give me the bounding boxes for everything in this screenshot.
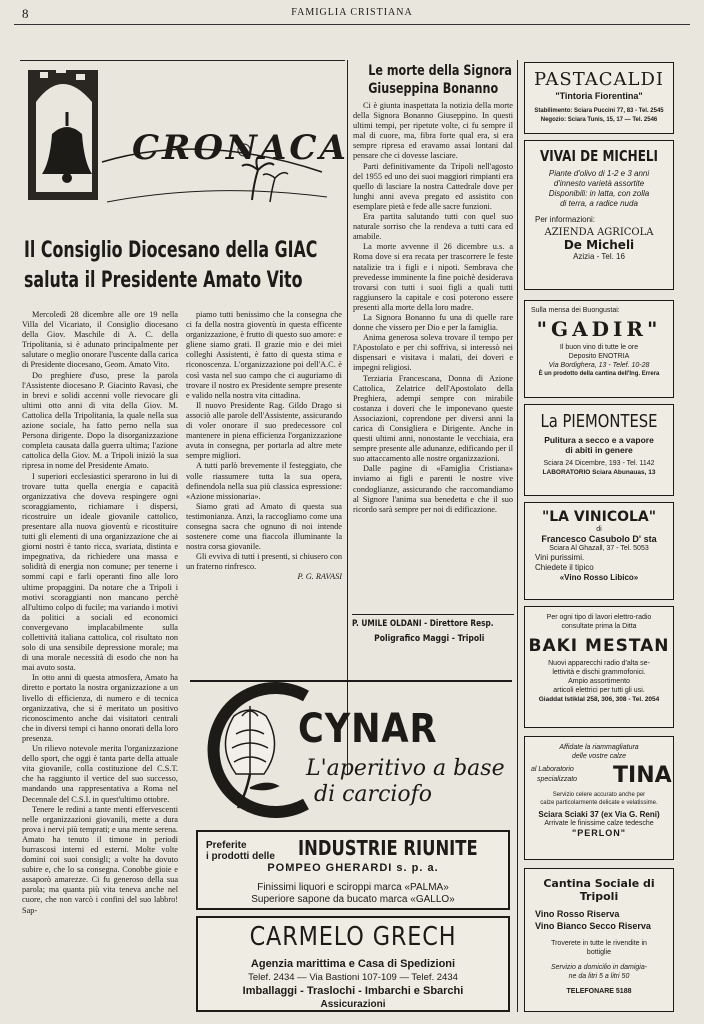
article1-col1 — [22, 310, 178, 1018]
cantina-line-1: Vino Rosso Riserva — [535, 909, 620, 919]
gadir-line-2: Il buon vino di tutte le ore — [559, 344, 639, 351]
pastacaldi-line-2: Negozio: Sciara Tunis, 15, 17 — Tel. 2546 — [540, 117, 658, 123]
tina-line-4: specializzato — [537, 776, 578, 783]
la-vinicola-ad — [524, 502, 674, 600]
gadir-name: "GADIR" — [536, 317, 662, 341]
cantina-line-4: bottiglie — [586, 949, 612, 956]
baki-line-7: Giaddat Istiklal 258, 306, 308 - Tel. 2054 — [538, 696, 660, 703]
vivai-de-micheli-ad — [524, 140, 674, 290]
industrie-name: INDUSTRIE RIUNITE — [298, 836, 478, 860]
industrie-pre-2: i prodotti delle — [206, 851, 275, 862]
industrie-pre-1: Preferite — [206, 840, 247, 851]
baki-mestan-ad — [524, 606, 674, 728]
article1-paragraph: Tenere le redini a tante menti effervescenti nelle organizzazioni giovanili, mette a dura prova i nervi più temprati; e una mente serena. Amato ha tenuto il timone in periodi burrascosi interni ed esterni. Molte volte domini coi suoi consigli; a volte ha dovuto subire e, che lo sa consegna. Conobbe gioie e assaporò amarezze. Ci fu generoso della sua parola; ma quanta più vita teneva anche nel cuore, che non varcò i confini del suo labbro! Sap- — [22, 804, 178, 915]
article1-paragraph: A tutti parlò brevemente il festeggiato, che volle riassumere tutta la sua opera, definendola nella sua più classica espressione: «Azione missionaria». — [186, 461, 342, 501]
article2-paragraph: Dalle pagine di «Famiglia Cristiana» inviamo ai figli e parenti le nostre vive condoglianze, assicurando che raccomandiamo al Signore l'anima sua benedetta e che il suo ricordo sarà sempre per noi di edificazione. — [353, 464, 513, 514]
tina-line-8: Arrivate le finissime calze tedesche — [544, 820, 654, 827]
printer-line: Poligrafico Maggi - Tripoli — [374, 634, 485, 644]
la-piemontese-ad — [524, 404, 674, 496]
grech-line-1: Agenzia marittima e Casa di Spedizioni — [250, 958, 456, 970]
article1-paragraph: Do preghiere d'uso, prese la parola l'Assistente diocesano P. Giacinto Ravasi, che in brevi e solidi accenni volle rievocare gli ultimi otto anni di vita della Giov. M. Cattolica della Tripolitania, la quale nella sua azione sociale, ha fatto perno nella sua Persona dirigente. Dopo la disorganizzazione completa causata dalla guerra ultima; l'azione cattolica della Giov. M. a Tripoli iniziò la sua ripresa in nome del Presidente Amato. — [22, 370, 178, 471]
magazine-title: FAMIGLIA CRISTIANA — [291, 7, 413, 18]
article1-paragraph: Un rilievo notevole merita l'organizzazione dello sport, che oggi è tanta parte della attuale vita giovanile, colla costituzione del C.S.T. che ha raggiunto il vertice del suo successo, mandando una rappresentativa a Roma nel Decennale del C.S.I. in quest'ultimo ottobre. — [22, 744, 178, 804]
tina-line-1: Affidate la riammagliatura — [559, 744, 639, 751]
grech-line-3: Imballaggi - Traslochi - Imbarchi e Sbarchi — [242, 985, 464, 997]
article2-paragraph: La Signora Bonanno fu una di quelle rare donne che vissero per Dio e per la famiglia. — [353, 312, 513, 333]
article2-paragraph: Terziaria Francescana, Donna di Azione Cattolica, Zelatrice dell'Apostolato della Preghiera, adempì sempre con mirabile costanza i doveri che le imponevano queste Associazioni, coprendone per diversi anni la carica di Consigliera e Dirigente. Anche in questi ultimi anni, nonostante le vecchiaia, era sempre presente alle adunanze, edificando per il suo attaccamento alle nostre organizzazioni. — [353, 373, 513, 464]
article1-paragraph: Mercoledì 28 dicembre alle ore 19 nella Villa del Vicariato, il Consiglio diocesano della Giov. Maschile di A. C. della Tripolitania, si è adunato principalmente per salutare o meglio onorare l'uscente dalla carica di Presidente diocesano, Geom. Amato Vito. — [22, 310, 178, 370]
industrie-line-2: Superiore sapone da bucato marca «GALLO» — [251, 894, 455, 905]
piemontese-line-4: LABORATORIO Sciara Abunauas, 13 — [542, 469, 656, 476]
tina-line-3: al Laboratorio — [531, 766, 574, 773]
industrie-company: POMPEO GHERARDI s. p. a. — [267, 862, 439, 874]
vivai-line-5: Per informazioni: — [535, 215, 596, 224]
grech-line-4: Assicurazioni — [320, 999, 386, 1010]
cynar-slogan-2: di carciofo — [314, 782, 433, 807]
cantina-line-5: Servizio a domicilio in damigia- — [550, 964, 648, 971]
headline-line1: Il Consiglio Diocesano della GIAC — [24, 238, 318, 263]
tina-name: TINA — [613, 763, 672, 788]
piemontese-line-2: di abiti in genere — [565, 445, 633, 455]
article2-title-line2: Giuseppina Bonanno — [368, 81, 499, 97]
vivai-line-4: di terra, a radice nuda — [560, 199, 638, 208]
cantina-sociale-ad — [524, 868, 674, 1012]
column-divider-right — [517, 60, 518, 1012]
baki-line-3: Nuovi apparecchi radio d'alta se- — [548, 660, 650, 667]
vivai-name: VIVAI DE MICHELI — [539, 147, 659, 165]
page-header — [14, 6, 690, 25]
article2-footer-rule — [352, 614, 514, 615]
cantina-line-6: ne da litri 5 a litri 50 — [568, 973, 630, 980]
industrie-line-1: Finissimi liquori e sciroppi marca «PALMA» — [257, 882, 449, 893]
carmelo-grech-ad — [196, 916, 510, 1012]
baki-line-1: Per ogni tipo di lavori elettro-radio — [546, 614, 652, 621]
gadir-line-3: Deposito ENOTRIA — [568, 353, 630, 360]
vinicola-line-1: di — [596, 526, 602, 533]
article2-paragraph: Anima generosa soleva trovare il tempo per l'Apostolato e per chi soffriva, si interessò nei dispensari e visitava i malati, dei doveri e impegni religiosi. — [353, 333, 513, 373]
main-headline — [24, 236, 342, 296]
cantina-name: Cantina Sociale di Tripoli — [543, 877, 655, 903]
gadir-line-4: Via Bordighera, 13 - Telef. 10-28 — [548, 362, 650, 369]
article1-paragraph: Siamo grati ad Amato di questa sua testimonianza. Anzi, la raccogliamo come una consegna sacra che ognuno di noi intende sostenere come una fiaccola illuminante la nostra corsa giovanile. — [186, 501, 342, 552]
article1-paragraph: In otto anni di questa atmosfera, Amato ha diretto e portato la nostra organizzazione a un livello di efficienza, di numero e di tecnica organizzativa, che si è meritato un positivo riconoscimento anche dai visitatori centrali che in diversi tempi ci hanno onorati della loro presenza. — [22, 673, 178, 743]
article1-paragraph: I superiori ecclesiastici sperarono in lui di trovare tutta quella energia e capacità organizzativa che doveva respingere ogni scoraggiamento, richiamare i dispersi, ricostruire un ideale giovanile cattolico, presentare alla nuova gioventù e ricostituire tutti gli elementi di una organizzazione che ai giorni nostri è tanto ricca, svariata, distinta e impegnativa, da richiedere una massa e solidità di energia non comune; per tenerne i sommi capi e farli operanti fino alle loro ultime propaggini. Da notare che a Tripoli i motivi scoraggianti non mancano perchè all'ultimo colpo di fucile; ma variando i motivi da politici a sociali ed economici convergevano implacabilmente sulla collettività italiana cattolica, col risultato non solo di una sensibile depressione morale; ma di una morale necessità di esodo che non ha mai avuto sosta. — [22, 471, 178, 673]
tina-ad — [524, 736, 674, 860]
tina-row — [525, 763, 673, 791]
headline-line2: saluta il Presidente Amato Vito — [24, 268, 303, 293]
cantina-line-7: TELEFONARE 5188 — [566, 988, 632, 995]
editor-line: P. UMILE OLDANI - Direttore Resp. — [352, 619, 494, 629]
baki-name: BAKI MESTAN — [528, 636, 670, 656]
vivai-line-1: Piante d'olivo di 1-2 e 3 anni — [548, 169, 650, 178]
cronaca-logo: CRONACA — [132, 128, 349, 168]
article2-title — [352, 62, 514, 98]
tina-line-5: Servizio celere accurato anche per — [552, 792, 646, 798]
article1-paragraph: Il nuovo Presidente Rag. Gildo Drago si associò alle parole dell'Assistente, assicurando di voler onorare il suo predecessore col mantenere in piena efficienza l'organizzazione avuta in consegna, per portarla ad altre mete sempre migliori. — [186, 400, 342, 461]
piemontese-name: La PIEMONTESE — [540, 411, 658, 432]
piemontese-line-1: Pulitura a secco e a vapore — [544, 435, 654, 445]
vivai-line-3: Disponibili: in latta, con zolla — [548, 189, 650, 198]
article2-paragraph: Era partita salutando tutti con quel suo naturale sorriso che la rendeva a tutti cara ed amabile. — [353, 212, 513, 242]
pastacaldi-sub: "Tintoria Fiorentina" — [555, 91, 643, 101]
vivai-line-8: Azizia - Tel. 16 — [573, 252, 625, 261]
baki-line-5: Ampio assortimento — [568, 678, 630, 685]
vinicola-line-3: Sciara Al Ghazall, 37 - Tel. 5053 — [549, 545, 649, 552]
vivai-line-2: d'innesto varietà assortite — [553, 179, 645, 188]
article2-title-line1: Le morte della Signora — [368, 63, 512, 79]
tina-line-2: delle vostre calze — [571, 753, 627, 760]
page-number: 8 — [22, 6, 29, 21]
article2-paragraph: Ci è giunta inaspettata la notizia della morte della Signora Bonanno Giuseppino. In questi ultimi tempi, per ripetute volte, ci fu sempre il mal di cuore, ma, fibra forte qual era, si era sempre ripresa ed eravamo assai lontani dal pensare che ci dovesse lasciare. — [353, 101, 513, 161]
article2-paragraph: Parti definitivamente da Tripoli nell'agosto del 1955 ed uno dei suoi maggiori rimpianti era quello di lasciare la nostra Cattedrale dove per lunghi anni aveva pregato ed assistito con esemplare pietà e fede alle sacre funzioni. — [353, 161, 513, 211]
vinicola-line-2: Francesco Casubolo D' sta — [541, 534, 657, 544]
tina-line-9: "PERLON" — [571, 828, 627, 838]
gadir-line-5: È un prodotto della cantina dell'Ing. Errera — [538, 371, 660, 377]
gadir-ad — [524, 300, 674, 398]
cantina-line-2: Vino Bianco Secco Riserva — [535, 921, 651, 931]
tina-line-7: Sciara Sciaki 37 (ex Via G. Reni) — [538, 810, 660, 819]
article2-footer — [352, 617, 514, 647]
cynar-brand: CYNAR — [298, 706, 438, 752]
vinicola-name: "LA VINICOLA" — [541, 509, 657, 525]
gadir-line-1: Sulla mensa dei Buongustai: — [531, 307, 620, 314]
vinicola-line-4: Vini purissimi. — [535, 553, 585, 562]
cronaca-illustration — [22, 62, 349, 212]
article2-paragraph: La morte avvenne il 26 dicembre u.s. a Roma dove si era recata per trascorrere le feste natalizie tra i figli e i nipoti. Sembrava che prevedesse imminente la fine poichè desiderava trovarsi con tutti i suoi figli a quali tutti raggiunsero la capitale e così poterono essere presenti alla morte della loro madre. — [353, 242, 513, 312]
pastacaldi-ad — [524, 62, 674, 134]
piemontese-line-3: Sciara 24 Dicembre, 193 - Tel. 1142 — [543, 460, 655, 467]
top-rule — [20, 60, 345, 61]
baki-line-2: consultate prima la Ditta — [561, 623, 637, 630]
industrie-riunite-ad — [196, 830, 510, 910]
article1-signature: P. G. RAVASI — [297, 572, 342, 582]
vivai-line-6: AZIENDA AGRICOLA — [544, 227, 654, 238]
article1-col2 — [186, 310, 342, 674]
cantina-line-3: Troverete in tutte le rivendite in — [551, 940, 647, 947]
grech-line-2: Telef. 2434 — Via Bastioni 107-109 — Telef. 2434 — [248, 972, 458, 983]
pastacaldi-name: PASTACALDI — [533, 69, 665, 90]
vinicola-line-5: Chiedete il tipico — [535, 563, 594, 572]
baki-line-4: lettività e dischi grammofonici. — [552, 669, 646, 676]
grech-name: CARMELO GRECH — [249, 922, 457, 952]
article1-paragraph: piamo tutti benissimo che la consegna che ci fa della nostra gioventù in questa efficente organizzazione, è frutto di questo suo amore: e gliene siamo grati. Il grazie mio e dei miei colleghi Assistenti, è fatto di questa stima e riconoscenza. L'organizzazione poi dell'A.C. è così vasta nel suo campo che ci auguriamo di trovare il nostro ex Presidente sempre presente e valido nella nostra vita cittadina. — [186, 310, 342, 400]
article1-paragraph: Gli evviva di tutti i presenti, si chiusero con un fraterno rinfresco. — [186, 552, 342, 572]
cynar-ad — [186, 676, 516, 822]
vinicola-line-6: «Vino Rosso Libico» — [559, 573, 639, 582]
cynar-slogan-1: L'aperitivo a base — [306, 756, 505, 781]
vivai-line-7: De Micheli — [563, 238, 635, 252]
pastacaldi-line-1: Stabilimento: Sciara Puccini 77, 83 - Tel. 2545 — [534, 108, 664, 114]
baki-line-6: articoli elettrici per tutti gli usi. — [553, 687, 645, 694]
tina-line-6: calze particolarmente delicate e velatissime. — [540, 800, 658, 806]
article2-body — [353, 101, 513, 601]
